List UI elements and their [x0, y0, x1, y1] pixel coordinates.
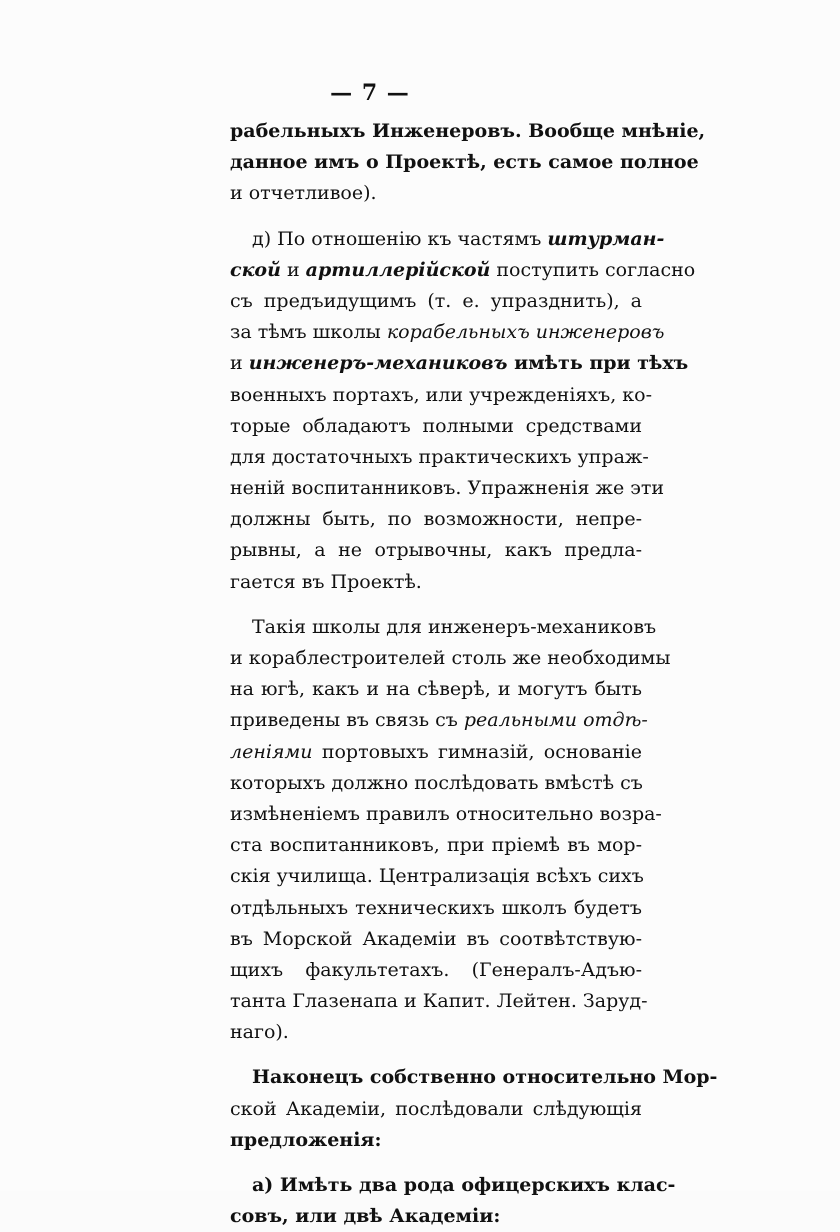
text-line	[230, 986, 648, 1017]
text-segment: корабельныхъ инженеровъ	[386, 321, 665, 344]
text-line	[230, 1125, 642, 1156]
text-segment: рабельныхъ Инженеровъ. Вообще мнѣніе,	[230, 120, 706, 142]
text-segment: рывны, а не отрывочны, какъ предла-	[230, 539, 642, 562]
paragraph	[230, 1062, 718, 1156]
text-segment: и	[280, 258, 306, 281]
text-line	[230, 705, 648, 736]
text-segment: поступить согласно	[490, 258, 696, 281]
text-line	[230, 348, 689, 379]
text-line	[230, 224, 665, 255]
text-segment: для достаточныхъ практическихъ упраж-	[230, 445, 649, 468]
text-segment: Такія школы для инженеръ-механиковъ	[252, 615, 657, 638]
text-line	[230, 924, 642, 955]
text-line	[230, 504, 642, 535]
text-segment: реальными отдѣ-	[463, 709, 648, 732]
text-line	[230, 830, 642, 861]
text-segment: танта Глазенапа и Капит. Лейтен. Заруд-	[230, 990, 648, 1013]
text-line	[230, 643, 671, 674]
text-segment: ской	[230, 258, 281, 281]
text-segment: имѣть при тѣхъ	[507, 352, 689, 375]
text-segment: ской Академіи, послѣдовали слѣдующія	[230, 1097, 642, 1120]
body-text	[230, 116, 718, 1232]
text-segment: наго).	[230, 1021, 289, 1044]
text-line	[230, 893, 642, 924]
paragraph-gap	[230, 1156, 642, 1170]
paragraph-gap	[230, 598, 642, 612]
text-line	[230, 411, 642, 442]
paragraph-gap	[230, 1048, 642, 1062]
text-line	[230, 674, 642, 705]
text-segment: леніями	[230, 740, 313, 763]
text-segment: измѣненіемъ правилъ относительно возра-	[230, 802, 662, 825]
text-line	[230, 955, 642, 986]
text-line	[230, 1017, 642, 1048]
text-segment: торые обладаютъ полными средствами	[230, 414, 642, 437]
text-segment: военныхъ портахъ, или учрежденіяхъ, ко-	[230, 383, 653, 406]
text-line	[230, 612, 657, 643]
text-line	[230, 1094, 642, 1125]
text-line	[230, 116, 706, 147]
text-line	[230, 442, 649, 473]
text-segment: Наконецъ собственно относительно Мор-	[252, 1066, 718, 1089]
text-line	[230, 799, 662, 830]
text-segment: и	[230, 352, 249, 375]
paragraph	[230, 1170, 676, 1232]
text-segment: и кораблестроителей столь же необходимы	[230, 647, 671, 669]
text-segment: щихъ факультетахъ. (Генералъ-Адъю-	[230, 958, 642, 981]
text-segment: гается въ Проектѣ.	[230, 570, 422, 593]
text-line	[230, 473, 665, 504]
text-segment: отдѣльныхъ техническихъ школъ будетъ	[230, 896, 642, 919]
text-segment: на югѣ, какъ и на сѣверѣ, и могутъ быть	[230, 678, 642, 701]
text-line	[230, 1062, 718, 1093]
text-segment: должны быть, по возможности, непре-	[230, 508, 642, 531]
text-line	[230, 286, 642, 317]
page-number: — 7 —	[330, 80, 410, 106]
text-line	[230, 861, 642, 892]
text-segment: неній воспитанниковъ. Упражненія же эти	[230, 477, 665, 500]
text-segment: совъ, или двѣ Академіи:	[230, 1205, 501, 1228]
text-segment: а) Имѣть два рода офицерскихъ клас-	[252, 1174, 676, 1196]
text-line	[230, 317, 665, 348]
text-line	[230, 380, 653, 411]
text-segment: и отчетливое).	[230, 182, 377, 205]
text-segment: штурман-	[547, 227, 665, 250]
text-line	[230, 178, 642, 209]
text-segment: предложенія:	[230, 1128, 382, 1151]
text-line	[230, 1201, 642, 1232]
text-segment: въ Морской Академіи въ соотвѣтствую-	[230, 927, 642, 950]
text-line	[230, 255, 696, 286]
text-segment: скія училища. Централизація всѣхъ сихъ	[230, 865, 644, 888]
text-segment: данное имъ о Проектѣ, есть самое полное	[230, 151, 699, 174]
paragraph	[230, 224, 696, 598]
text-line	[230, 567, 642, 598]
paragraph-gap	[230, 210, 642, 224]
text-segment: приведены въ связь съ	[230, 709, 464, 732]
text-segment: инженеръ-механиковъ	[248, 352, 508, 375]
text-segment: ста воспитанниковъ, при пріемѣ въ мор-	[230, 834, 642, 857]
text-line	[230, 147, 699, 178]
text-segment: съ предъидущимъ (т. е. упразднить), а	[230, 289, 642, 312]
text-segment: за тѣмъ школы	[230, 321, 387, 344]
paragraph	[230, 116, 706, 210]
text-line	[230, 737, 642, 768]
paragraph	[230, 612, 671, 1049]
text-segment: которыхъ должно послѣдовать вмѣстѣ съ	[230, 771, 643, 794]
text-line	[230, 535, 642, 566]
text-line	[230, 768, 642, 799]
text-segment: артиллерійской	[305, 258, 491, 281]
text-segment: портовыхъ гимназій, основаніе	[312, 740, 642, 763]
text-line	[230, 1170, 676, 1201]
text-segment: д) По отношенію къ частямъ	[252, 227, 548, 250]
